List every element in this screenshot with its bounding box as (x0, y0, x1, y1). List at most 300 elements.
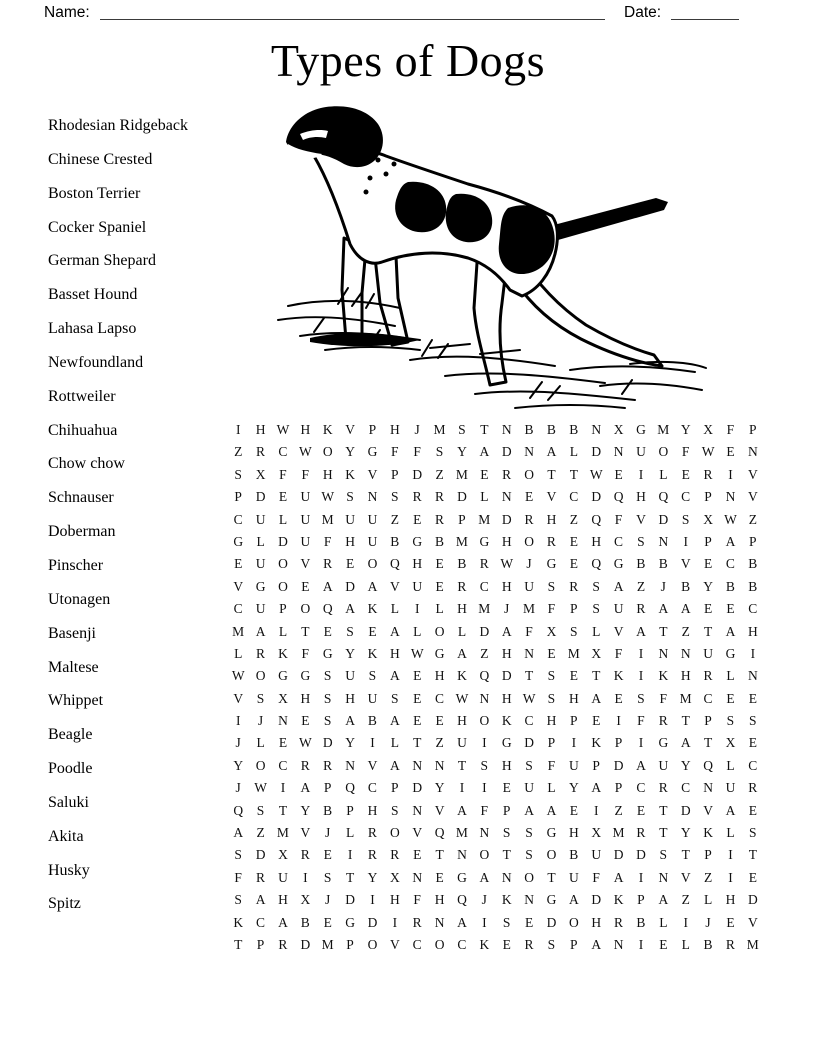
grid-letter: E (659, 936, 668, 952)
grid-letter: R (502, 466, 512, 482)
grid-letter: K (345, 466, 355, 482)
grid-letter: P (637, 892, 645, 908)
grid-letter: C (681, 780, 691, 796)
grid-letter: L (726, 757, 735, 773)
word-list-item: Saluki (48, 793, 89, 811)
grid-letter: E (502, 780, 511, 796)
grid-letter: E (726, 444, 735, 460)
grid-letter: G (434, 645, 445, 661)
grid-letter: I (482, 914, 487, 930)
grid-letter: E (524, 489, 534, 505)
grid-letter: C (748, 601, 758, 617)
grid-letter: S (749, 713, 757, 729)
grid-letter: Z (636, 578, 646, 594)
grid-letter: V (300, 825, 311, 841)
grid-letter: G (725, 645, 736, 661)
grid-letter: I (638, 645, 644, 661)
grid-letter: J (526, 556, 532, 572)
grid-letter: H (434, 668, 445, 684)
grid-letter: K (501, 892, 512, 908)
grid-letter: L (435, 601, 444, 617)
grid-letter: A (322, 578, 333, 594)
grid-letter: R (323, 757, 333, 773)
grid-letter: F (391, 444, 399, 460)
grid-letter: K (703, 825, 713, 841)
grid-letter: M (523, 601, 536, 617)
grid-letter: R (367, 825, 377, 841)
grid-letter: Z (614, 802, 623, 818)
grid-letter: Y (345, 444, 355, 460)
grid-letter: T (547, 466, 556, 482)
grid-letter: Z (681, 623, 690, 639)
word-list-item: Spitz (48, 895, 81, 913)
grid-letter: I (235, 713, 241, 729)
grid-letter: E (524, 914, 534, 930)
grid-letter: S (435, 444, 444, 460)
grid-letter: A (658, 892, 669, 908)
grid-letter: V (747, 914, 758, 930)
grid-letter: F (726, 422, 735, 437)
grid-letter: N (434, 914, 445, 930)
grid-letter: A (591, 690, 602, 706)
grid-letter: C (457, 936, 467, 952)
grid-letter: L (278, 511, 288, 527)
grid-letter: J (325, 892, 331, 908)
grid-letter: E (278, 489, 288, 505)
grid-letter: E (435, 578, 444, 594)
grid-letter: R (524, 936, 534, 952)
grid-letter: U (278, 869, 288, 885)
grid-letter: N (501, 489, 512, 505)
grid-letter: Y (703, 578, 713, 594)
grid-letter: M (455, 533, 468, 549)
grid-letter: W (298, 735, 312, 751)
grid-letter: A (255, 623, 266, 639)
grid-letter: E (748, 735, 757, 751)
grid-letter: H (501, 578, 512, 594)
grid-letter: S (368, 668, 377, 684)
grid-letter: O (367, 936, 378, 952)
word-list-item: Pinscher (48, 556, 104, 574)
grid-letter: W (455, 690, 469, 706)
dog-illustration (270, 98, 710, 418)
grid-letter: F (614, 645, 623, 661)
grid-letter: B (323, 802, 333, 818)
grid-letter: N (412, 802, 423, 818)
grid-letter: U (524, 578, 534, 594)
grid-letter: E (748, 869, 757, 885)
grid-letter: A (389, 623, 400, 639)
grid-letter: P (279, 601, 287, 617)
grid-letter: Q (322, 601, 333, 617)
grid-letter: A (636, 757, 646, 773)
grid-letter: F (279, 466, 287, 482)
grid-letter: P (547, 735, 556, 751)
grid-letter: G (322, 645, 333, 661)
grid-letter: E (703, 601, 713, 617)
grid-letter: F (413, 892, 421, 908)
grid-letter: U (367, 511, 378, 527)
grid-letter: P (458, 511, 466, 527)
grid-letter: S (323, 690, 332, 706)
grid-letter: S (502, 914, 511, 930)
grid-letter: D (322, 735, 333, 751)
grid-letter: E (569, 802, 578, 818)
grid-letter: B (457, 556, 467, 572)
grid-letter: D (412, 466, 423, 482)
grid-letter: R (658, 713, 668, 729)
grid-letter: D (278, 533, 288, 549)
grid-letter: E (681, 466, 690, 482)
grid-letter: Y (345, 735, 355, 751)
grid-letter: S (323, 668, 332, 684)
grid-letter: S (637, 533, 645, 549)
grid-letter: H (501, 690, 512, 706)
grid-letter: V (703, 802, 713, 818)
grid-letter: V (636, 511, 646, 527)
grid-letter: Y (680, 422, 691, 437)
grid-letter: L (726, 668, 735, 684)
grid-letter: C (278, 757, 288, 773)
grid-letter: I (347, 847, 353, 863)
grid-letter: Z (256, 825, 265, 841)
grid-letter: Y (680, 757, 691, 773)
grid-letter: X (613, 422, 624, 437)
grid-letter: G (546, 892, 557, 908)
grid-letter: C (233, 601, 243, 617)
grid-letter: S (256, 802, 265, 818)
grid-letter: K (613, 892, 624, 908)
grid-letter: N (278, 713, 288, 729)
grid-letter: E (413, 511, 422, 527)
grid-letter: G (412, 533, 423, 549)
grid-letter: E (502, 936, 511, 952)
grid-letter: M (232, 623, 245, 639)
grid-letter: O (658, 444, 669, 460)
grid-letter: P (502, 802, 511, 818)
word-list-item: Basset Hound (48, 286, 138, 304)
grid-letter: X (546, 623, 557, 639)
grid-letter: B (636, 914, 646, 930)
grid-letter: P (346, 936, 354, 952)
grid-letter: B (569, 847, 579, 863)
grid-letter: C (636, 780, 646, 796)
grid-letter: G (367, 444, 378, 460)
grid-letter: B (569, 422, 579, 437)
grid-letter: Z (390, 511, 399, 527)
grid-letter: A (345, 601, 355, 617)
grid-letter: W (724, 511, 737, 527)
grid-letter: Y (300, 802, 311, 818)
grid-letter: C (412, 936, 422, 952)
grid-letter: K (501, 713, 512, 729)
grid-letter: P (256, 936, 265, 952)
grid-letter: M (321, 511, 334, 527)
grid-letter: E (569, 533, 578, 549)
word-list-item: Boston Terrier (48, 184, 141, 202)
grid-letter: B (300, 914, 310, 930)
grid-letter: N (412, 869, 423, 885)
grid-letter: E (368, 623, 377, 639)
grid-letter: T (681, 713, 690, 729)
grid-letter: R (546, 533, 556, 549)
word-list-item: Poodle (48, 760, 93, 778)
grid-letter: W (321, 489, 335, 505)
pointer-dog-line-art-icon (270, 98, 710, 418)
grid-letter: I (459, 780, 465, 796)
grid-letter: W (701, 444, 715, 460)
grid-letter: E (413, 713, 422, 729)
grid-letter: E (435, 713, 444, 729)
grid-letter: Y (680, 825, 691, 841)
grid-letter: R (658, 780, 668, 796)
grid-letter: P (346, 802, 354, 818)
grid-letter: A (591, 780, 602, 796)
grid-letter: B (725, 578, 735, 594)
grid-letter: Q (703, 757, 713, 773)
grid-letter: N (747, 444, 758, 460)
grid-letter: D (479, 623, 490, 639)
grid-letter: R (435, 489, 445, 505)
grid-letter: O (255, 757, 266, 773)
grid-letter: C (278, 444, 288, 460)
grid-letter: C (614, 533, 624, 549)
grid-letter: V (680, 869, 691, 885)
grid-letter: V (747, 466, 758, 482)
grid-letter: S (391, 489, 399, 505)
grid-letter: L (234, 645, 243, 661)
grid-letter: N (479, 825, 490, 841)
grid-letter: N (345, 757, 355, 773)
grid-letter: H (322, 466, 333, 482)
grid-letter: Q (613, 489, 624, 505)
grid-letter: L (659, 914, 668, 930)
grid-letter: T (457, 757, 467, 773)
grid-letter: C (367, 780, 377, 796)
grid-letter: S (547, 578, 556, 594)
grid-letter: W (522, 690, 536, 706)
grid-letter: R (457, 578, 467, 594)
grid-letter: K (457, 668, 467, 684)
grid-letter: Q (434, 825, 445, 841)
grid-letter: U (613, 601, 624, 617)
grid-letter: Z (234, 444, 243, 460)
grid-letter: A (300, 780, 311, 796)
grid-letter: D (613, 757, 624, 773)
grid-letter: J (660, 578, 666, 594)
date-fill-line (671, 19, 739, 20)
grid-letter: O (278, 578, 288, 594)
grid-letter: D (345, 578, 355, 594)
grid-letter: E (726, 914, 735, 930)
grid-letter: X (703, 422, 713, 437)
grid-letter: Y (457, 444, 467, 460)
grid-letter: S (234, 466, 242, 482)
grid-letter: L (390, 601, 399, 617)
grid-letter: C (569, 489, 579, 505)
grid-letter: H (345, 690, 355, 706)
grid-letter: G (345, 914, 355, 930)
grid-letter: E (234, 556, 243, 572)
grid-letter: E (569, 668, 578, 684)
grid-letter: E (569, 556, 578, 572)
grid-letter: U (725, 780, 736, 796)
grid-letter: R (703, 466, 713, 482)
grid-letter: P (391, 780, 399, 796)
grid-letter: I (370, 892, 375, 908)
grid-letter: E (435, 869, 444, 885)
grid-letter: K (233, 914, 244, 930)
grid-letter: R (300, 757, 310, 773)
grid-letter: L (569, 444, 578, 460)
grid-letter: U (658, 757, 669, 773)
grid-letter: V (412, 825, 423, 841)
grid-letter: Y (345, 645, 355, 661)
grid-letter: U (412, 578, 423, 594)
grid-letter: E (726, 690, 735, 706)
grid-letter: G (300, 668, 311, 684)
grid-letter: B (658, 556, 668, 572)
grid-letter: U (703, 645, 713, 661)
grid-letter: J (235, 735, 241, 751)
word-list-item: Beagle (48, 726, 93, 744)
grid-letter: S (256, 690, 265, 706)
grid-letter: N (680, 645, 691, 661)
grid-letter: T (413, 735, 422, 751)
grid-letter: V (345, 422, 355, 437)
grid-letter: Q (591, 511, 602, 527)
grid-letter: W (410, 645, 424, 661)
grid-letter: H (255, 422, 266, 437)
grid-letter: I (728, 869, 733, 885)
grid-letter: A (389, 757, 400, 773)
grid-letter: I (280, 780, 286, 796)
grid-letter: R (614, 914, 624, 930)
grid-letter: G (546, 556, 557, 572)
grid-letter: X (389, 869, 400, 885)
grid-letter: R (323, 556, 333, 572)
grid-letter: D (255, 847, 266, 863)
grid-letter: R (256, 645, 266, 661)
grid-letter: M (478, 511, 491, 527)
grid-letter: G (658, 735, 669, 751)
grid-letter: F (301, 466, 310, 482)
grid-letter: M (657, 422, 670, 437)
grid-letter: U (255, 511, 266, 527)
grid-letter: N (412, 757, 423, 773)
grid-letter: A (367, 578, 378, 594)
grid-letter: X (703, 511, 713, 527)
grid-letter: S (547, 668, 556, 684)
grid-letter: B (367, 713, 377, 729)
grid-letter: Q (345, 780, 355, 796)
grid-letter: E (323, 914, 332, 930)
grid-letter: O (434, 936, 445, 952)
grid-letter: I (728, 847, 733, 863)
grid-letter: L (345, 825, 355, 841)
grid-letter: B (435, 533, 445, 549)
grid-letter: T (301, 623, 310, 639)
grid-letter: A (613, 869, 624, 885)
grid-letter: P (570, 936, 578, 952)
grid-letter: I (750, 645, 756, 661)
grid-letter: Q (457, 892, 467, 908)
grid-letter: I (728, 466, 733, 482)
grid-letter: N (367, 489, 378, 505)
grid-letter: P (570, 713, 578, 729)
grid-letter: B (546, 422, 556, 437)
grid-letter: N (524, 444, 534, 460)
grid-letter: T (524, 668, 534, 684)
grid-letter: R (636, 601, 646, 617)
grid-letter: E (301, 578, 310, 594)
grid-letter: E (480, 466, 489, 482)
grid-letter: Z (703, 869, 713, 885)
grid-letter: E (748, 690, 757, 706)
grid-letter: O (255, 668, 266, 684)
grid-letter: F (547, 757, 556, 773)
grid-letter: P (323, 780, 332, 796)
grid-letter: L (703, 892, 713, 908)
grid-letter: F (592, 869, 600, 885)
grid-letter: N (658, 869, 669, 885)
grid-letter: Y (367, 869, 378, 885)
grid-letter: C (748, 757, 758, 773)
grid-letter: N (658, 533, 669, 549)
grid-letter: S (234, 892, 242, 908)
grid-letter: N (434, 757, 445, 773)
grid-letter: R (256, 869, 266, 885)
grid-letter: P (592, 757, 600, 773)
grid-letter: I (593, 802, 599, 818)
grid-letter: T (435, 847, 444, 863)
grid-letter: S (592, 601, 600, 617)
grid-letter: A (613, 578, 624, 594)
grid-letter: M (433, 422, 446, 437)
grid-letter: M (321, 936, 334, 952)
grid-letter: P (614, 780, 623, 796)
grid-letter: T (278, 802, 288, 818)
grid-letter: D (591, 444, 602, 460)
grid-letter: H (389, 645, 400, 661)
grid-letter: I (616, 713, 621, 729)
grid-letter: D (747, 892, 758, 908)
grid-letter: D (658, 511, 669, 527)
grid-letter: L (592, 623, 601, 639)
grid-letter: L (726, 825, 735, 841)
grid-letter: D (636, 847, 646, 863)
grid-letter: H (568, 690, 579, 706)
grid-letter: T (547, 869, 556, 885)
grid-letter: U (255, 601, 266, 617)
grid-letter: S (458, 422, 466, 437)
grid-letter: Y (434, 780, 445, 796)
grid-letter: S (391, 690, 399, 706)
grid-letter: O (322, 444, 333, 460)
grid-letter: T (569, 466, 578, 482)
grid-letter: C (233, 511, 243, 527)
grid-letter: M (679, 690, 692, 706)
grid-letter: D (613, 847, 624, 863)
grid-letter: O (278, 556, 288, 572)
grid-letter: I (392, 914, 398, 930)
grid-letter: D (300, 936, 311, 952)
grid-letter: S (346, 623, 354, 639)
grid-letter: V (367, 466, 378, 482)
grid-letter: T (659, 802, 668, 818)
grid-letter: V (367, 757, 378, 773)
grid-letter: C (725, 556, 735, 572)
